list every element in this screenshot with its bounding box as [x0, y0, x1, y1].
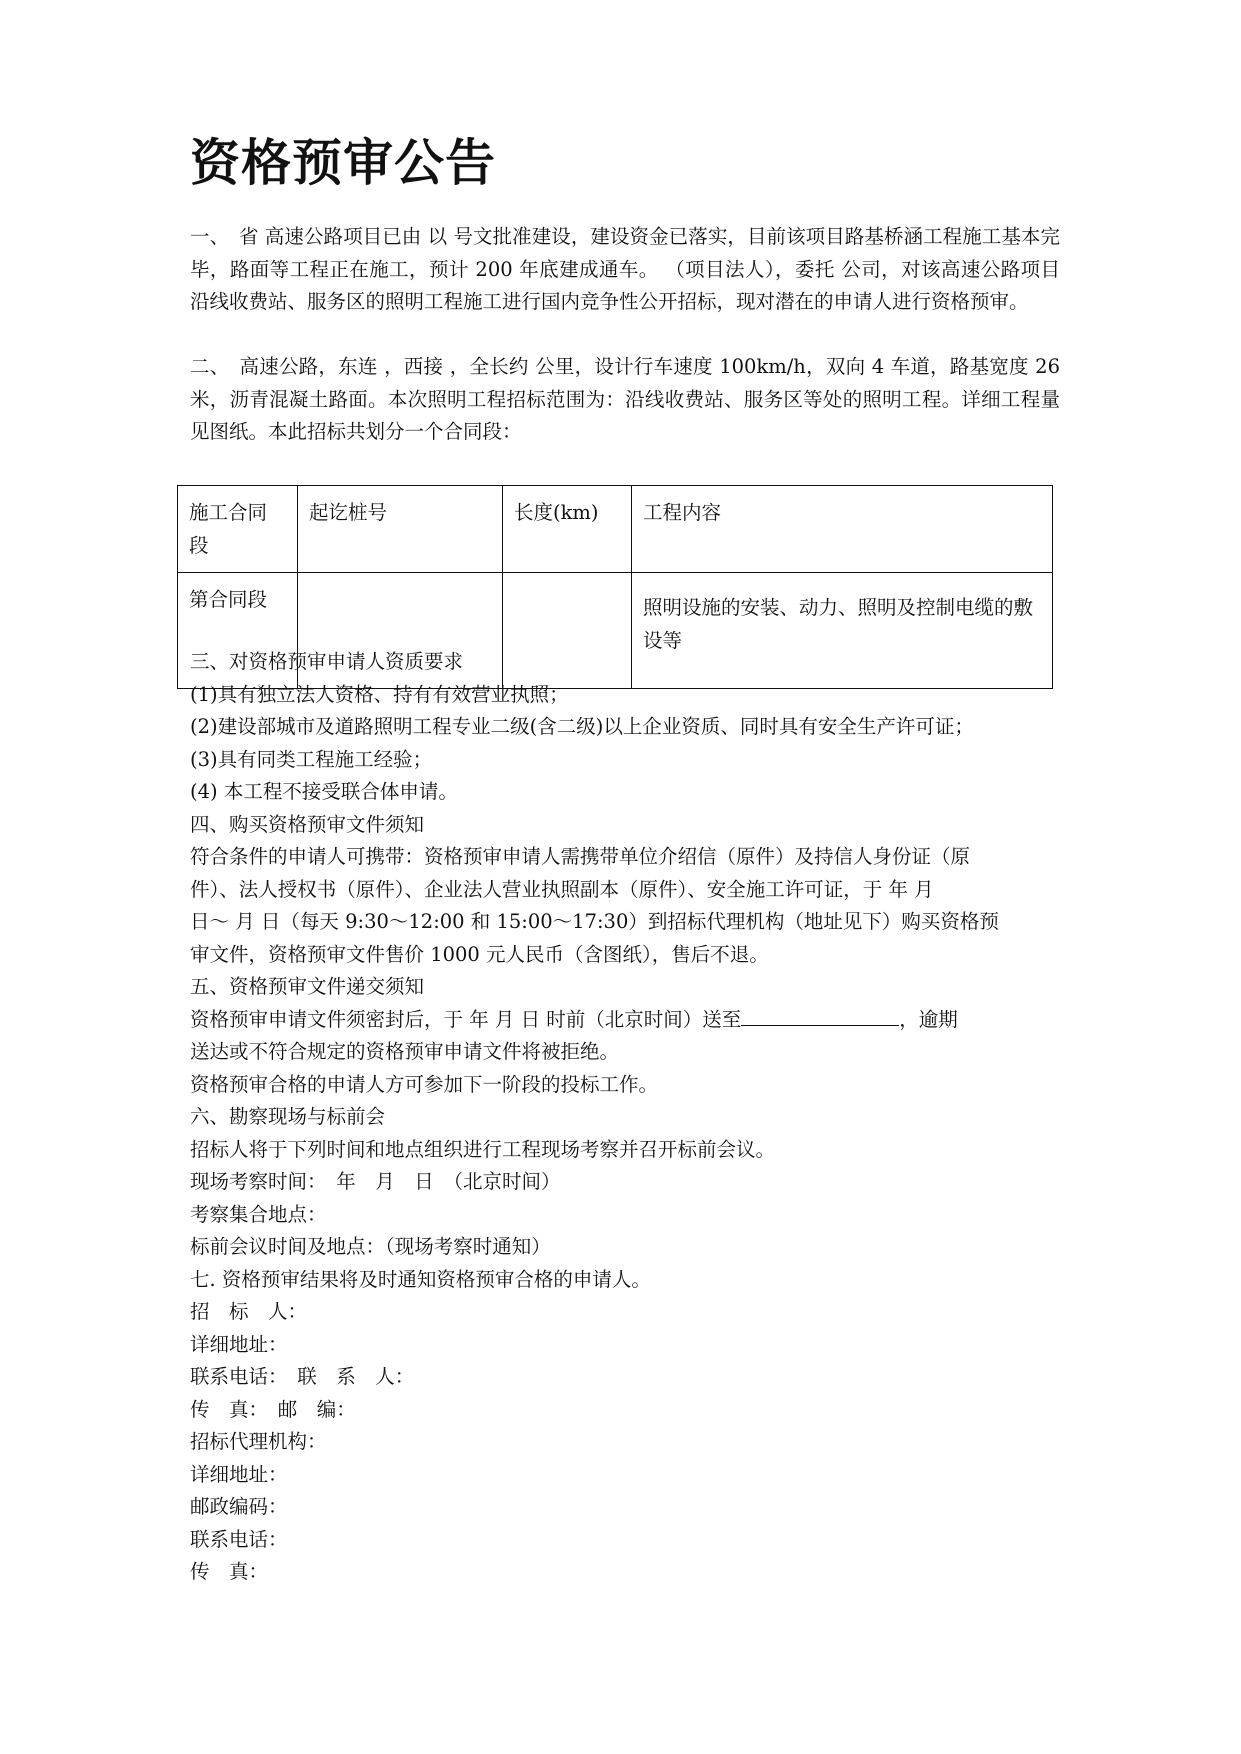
- site-visit-line: 招标人将于下列时间和地点组织进行工程现场考察并召开标前会议。: [190, 1137, 776, 1161]
- site-visit-line: 现场考察时间： 年 月 日 （北京时间）: [190, 1170, 561, 1193]
- contact-line: 招 标 人：: [190, 1300, 308, 1323]
- contact-line: 传 真：: [190, 1560, 269, 1583]
- table-cell: 照明设施的安装、动力、照明及控制电缆的敷设等: [632, 573, 1053, 689]
- document-title: 资格预审公告: [190, 134, 496, 192]
- site-visit-line: 考察集合地点：: [190, 1202, 327, 1226]
- section-6-heading: 六、勘察现场与标前会: [190, 1105, 386, 1128]
- body-text: [190, 646, 1090, 1589]
- section-3-heading: 三、对资格预审申请人资质要求: [190, 650, 464, 673]
- purchase-line: 符合条件的申请人可携带：资格预审申请人需携带单位介绍信（原件）及持信人身份证（原: [190, 845, 971, 868]
- section-5-heading: 五、资格预审文件递交须知: [190, 975, 425, 998]
- requirement-item: (4) 本工程不接受联合体申请。: [190, 780, 458, 803]
- site-visit-line: 标前会议时间及地点：（现场考察时通知）: [190, 1235, 551, 1258]
- requirement-item: (2)建设部城市及道路照明工程专业二级(含二级)以上企业资质、同时具有安全生产许可证；: [190, 715, 974, 738]
- submission-line: 资格预审合格的申请人方可参加下一阶段的投标工作。: [190, 1072, 659, 1096]
- table-header-cell: 工程内容: [632, 486, 1053, 573]
- section-2-paragraph: 二、 高速公路，东连 ，西接 ，全长约 公里，设计行车速度 100km/h，双向 4 车道，路基宽度 26 米，沥青混凝土路面。本次照明工程招标范围为：沿线收费站、服务区等处的照明工程。详细工程量见图纸。本此招标共划分一个合同段：: [190, 355, 1060, 443]
- contact-line: 详细地址：: [190, 1462, 288, 1486]
- requirement-item: (1)具有独立法人资格、持有有效营业执照；: [190, 682, 569, 706]
- submission-text-end: ，逾期: [899, 1007, 958, 1031]
- requirement-item: (3)具有同类工程施工经验；: [190, 747, 433, 771]
- contact-line: 联系电话： 联 系 人：: [190, 1365, 415, 1388]
- submission-line: 送达或不符合规定的资格预审申请文件将被拒绝。: [190, 1040, 620, 1063]
- submission-text: 资格预审申请文件须密封后，于 年 月 日 时前（北京时间）送至: [190, 1007, 742, 1031]
- contact-line: 邮政编码：: [190, 1495, 288, 1518]
- contact-line: 联系电话：: [190, 1527, 288, 1551]
- purchase-line: 日～ 月 日（每天 9:30～12:00 和 15:00～17:30）到招标代理机构（地址见下）购买资格预: [190, 910, 999, 933]
- table-header-cell: 起讫桩号: [298, 486, 503, 573]
- table-header-row: [178, 486, 1053, 573]
- contact-line: 传 真： 邮 编：: [190, 1397, 356, 1421]
- section-7-heading: 七. 资格预审结果将及时通知资格预审合格的申请人。: [190, 1267, 651, 1291]
- submission-line: [190, 1004, 1090, 1037]
- purchase-line: 件）、法人授权书（原件）、企业法人营业执照副本（原件）、安全施工许可证，于 年 月: [190, 877, 934, 901]
- section-1-paragraph: 一、 省 高速公路项目已由 以 号文批准建设，建设资金已落实，目前该项目路基桥涵工程施工基本完毕，路面等工程正在施工，预计 200 年底建成通车。 （项目法人），委托 公司，对该高速公路项目沿线收费站、服务区的照明工程施工进行国内竞争性公开招标，现对潜在的申请人进行资格预审。: [190, 225, 1060, 313]
- contact-line: 招标代理机构：: [190, 1430, 327, 1453]
- blank-underline: [741, 1007, 899, 1026]
- contact-line: 详细地址：: [190, 1332, 288, 1356]
- purchase-line: 审文件，资格预审文件售价 1000 元人民币（含图纸），售后不退。: [190, 942, 769, 966]
- section-4-heading: 四、购买资格预审文件须知: [190, 812, 425, 836]
- table-header-cell: 长度(km): [503, 486, 632, 573]
- table-header-cell: 施工合同段: [178, 486, 298, 573]
- table-cell: 第合同段: [178, 573, 298, 689]
